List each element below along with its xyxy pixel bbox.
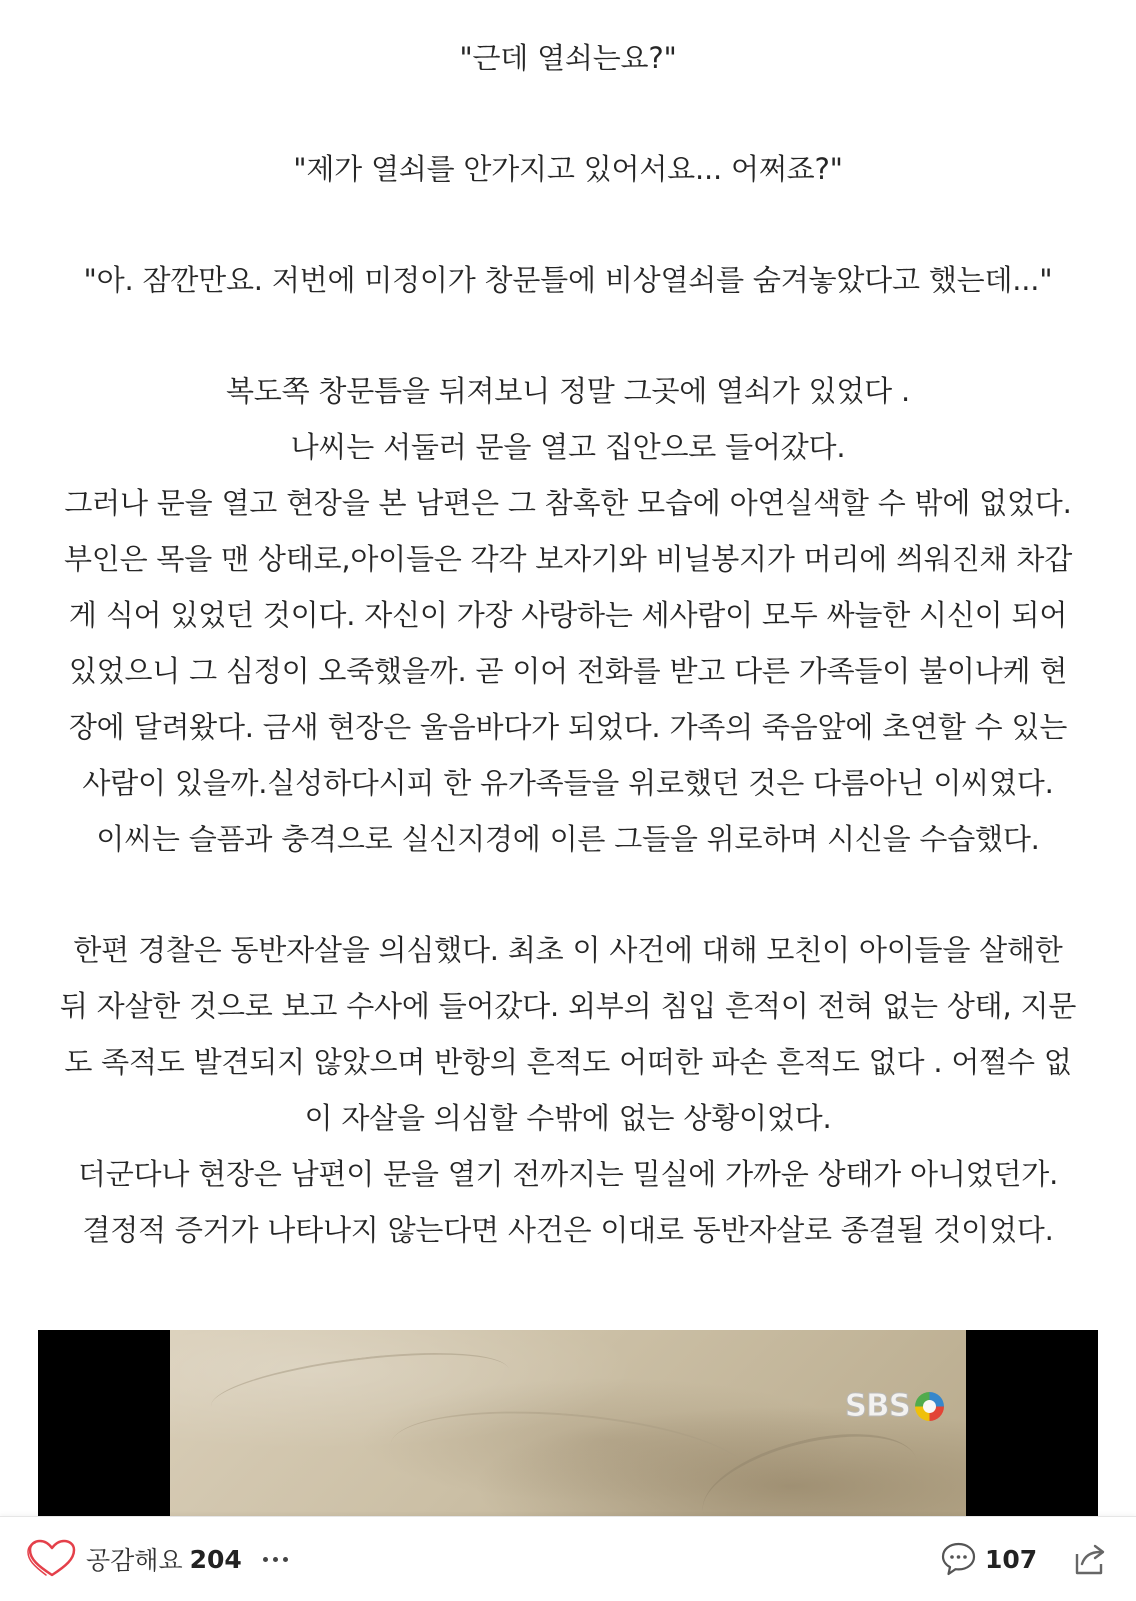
body-text-line: 한편 경찰은 동반자살을 의심했다. 최초 이 사건에 대해 모친이 아이들을 살해한 xyxy=(73,933,1063,967)
share-icon xyxy=(1070,1540,1110,1578)
body-text-line: 이씨는 슬픔과 충격으로 실신지경에 이른 그들을 위로하며 시신을 수습했다. xyxy=(96,822,1040,856)
heart-icon xyxy=(26,1539,78,1579)
more-icon-dot xyxy=(283,1557,288,1562)
comment-button[interactable] xyxy=(940,1534,1037,1584)
body-text-line: 그러나 문을 열고 현장을 본 남편은 그 참혹한 모습에 아연실색할 수 밖에 없었다. xyxy=(64,486,1072,520)
body-text-line: 장에 달려왔다. 금새 현장은 울음바다가 되었다. 가족의 죽음앞에 초연할 수 있는 xyxy=(68,710,1068,744)
comment-icon xyxy=(940,1541,977,1577)
body-text-line: 도 족적도 발견되지 않았으며 반항의 흔적도 어떠한 파손 흔적도 없다 . 어쩔수 없 xyxy=(64,1045,1072,1079)
like-button[interactable] xyxy=(26,1534,242,1584)
bottom-action-bar xyxy=(0,1516,1136,1601)
body-text-line: 복도쪽 창문틈을 뒤져보니 정말 그곳에 열쇠가 있었다 . xyxy=(225,374,911,408)
body-text-line: 뒤 자살한 것으로 보고 수사에 들어갔다. 외부의 침입 흔적이 전혀 없는 상태, 지문 xyxy=(59,989,1077,1023)
sbs-logo-text: SBS xyxy=(844,1388,910,1424)
body-text-line: 게 식어 있었던 것이다. 자신이 가장 사랑하는 세사람이 모두 싸늘한 시신이 되어 xyxy=(68,598,1068,632)
dialogue-line: "아. 잠깐만요. 저번에 미정이가 창문틀에 비상열쇠를 숨겨놓았다고 했는데..." xyxy=(83,263,1053,297)
body-text-line: 더군다나 현장은 남편이 문을 열기 전까지는 밀실에 가까운 상태가 아니었던가. xyxy=(77,1157,1059,1191)
like-label: 공감해요 xyxy=(86,1546,183,1575)
body-text-line: 나씨는 서둘러 문을 열고 집안으로 들어갔다. xyxy=(290,430,846,464)
video-frame[interactable] xyxy=(170,1330,966,1530)
more-icon-dot xyxy=(273,1557,278,1562)
fabric-texture xyxy=(692,1415,928,1530)
more-options-button[interactable] xyxy=(256,1534,294,1584)
fabric-texture xyxy=(387,1398,754,1521)
dialogue-line: "제가 열쇠를 안가지고 있어서요... 어쩌죠?" xyxy=(293,152,843,186)
like-count: 204 xyxy=(189,1544,242,1574)
body-text-line: 결정적 증거가 나타나지 않는다면 사건은 이대로 동반자살로 종결될 것이었다. xyxy=(82,1213,1054,1247)
body-text-line: 이 자살을 의심할 수밖에 없는 상황이었다. xyxy=(304,1101,832,1135)
more-icon-dot xyxy=(263,1557,268,1562)
sbs-logo xyxy=(845,1388,944,1424)
comment-count: 107 xyxy=(985,1544,1038,1574)
share-button[interactable] xyxy=(1068,1534,1112,1584)
embedded-video-thumbnail[interactable] xyxy=(38,1330,1098,1530)
sbs-logo-icon xyxy=(915,1392,944,1421)
dialogue-line: "근데 열쇠는요?" xyxy=(459,41,677,75)
body-text-line: 부인은 목을 맨 상태로,아이들은 각각 보자기와 비닐봉지가 머리에 씌워진채 차갑 xyxy=(63,542,1073,576)
body-text-line: 사람이 있을까.실성하다시피 한 유가족들을 위로했던 것은 다름아닌 이씨였다. xyxy=(82,766,1054,800)
body-text-line: 있었으니 그 심정이 오죽했을까. 곧 이어 전화를 받고 다른 가족들이 불이나케 현 xyxy=(68,654,1068,688)
